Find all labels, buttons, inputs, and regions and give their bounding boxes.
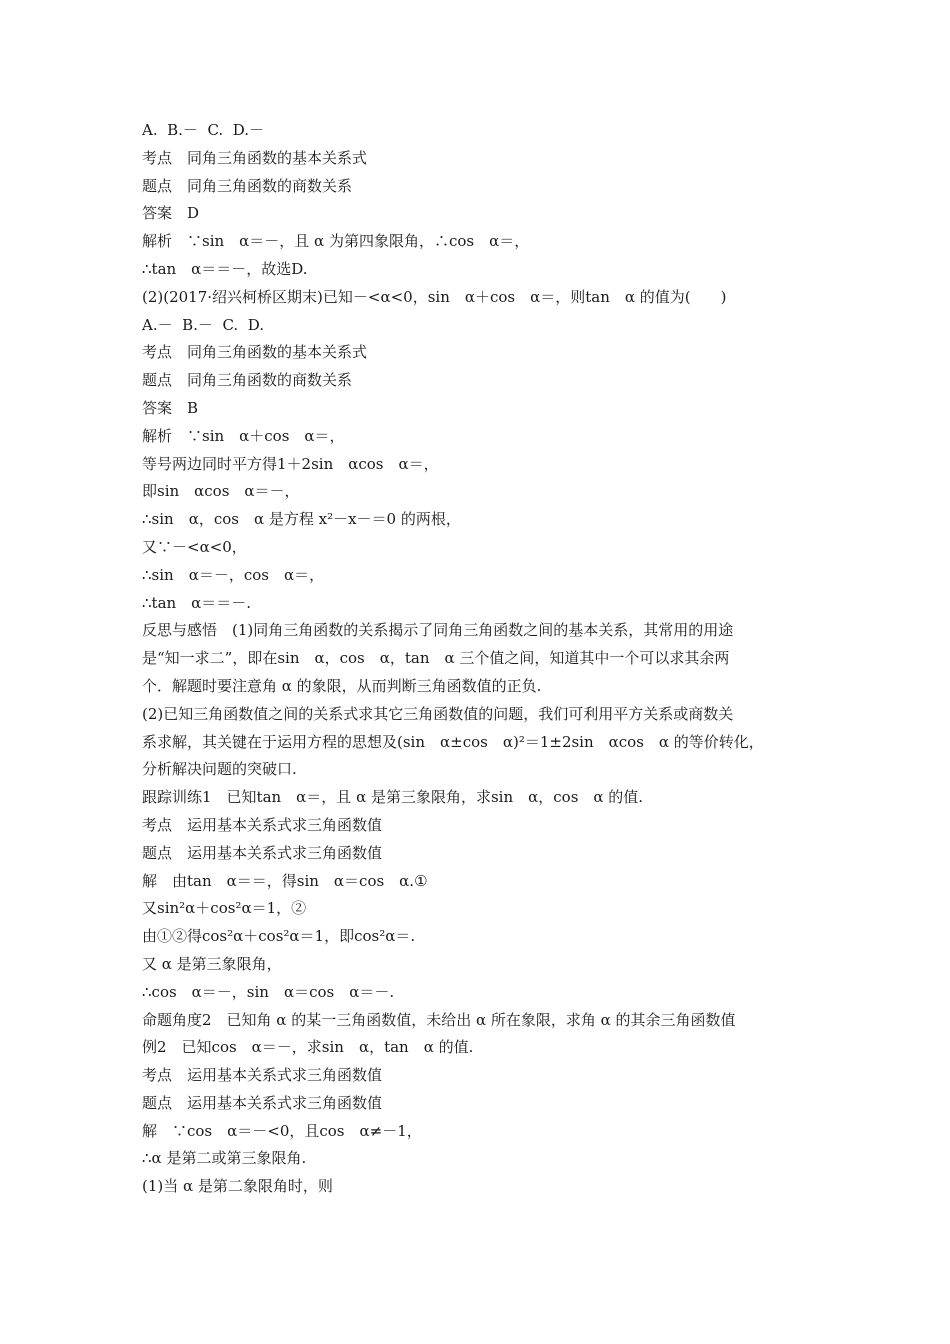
text-line: ∴tan α＝＝－. (142, 593, 252, 612)
text-line: 解 ∵cos α＝－<0，且cos α≠－1， (142, 1121, 422, 1140)
text-line: 题点 同角三角函数的商数关系 (142, 176, 353, 195)
text-line: 考点 运用基本关系式求三角函数值 (142, 1066, 383, 1085)
text-line: A.－ B.－ C. D. (142, 315, 264, 334)
text-line: 个．解题时要注意角 α 的象限，从而判断三角函数值的正负. (142, 676, 542, 695)
text-line: 考点 运用基本关系式求三角函数值 (142, 815, 383, 834)
text-line: (1)当 α 是第二象限角时，则 (142, 1177, 333, 1196)
text-line: 是“知一求二”，即在sin α，cos α，tan α 三个值之间，知道其中一个可以求其余两 (142, 649, 730, 668)
text-line: 考点 同角三角函数的基本关系式 (142, 343, 368, 362)
text-line: (2)已知三角函数值之间的关系式求其它三角函数值的问题，我们可利用平方关系或商数关 (142, 704, 734, 723)
text-line: 解 由tan α＝＝，得sin α＝cos α.① (142, 871, 428, 890)
text-line: 反思与感悟 (1)同角三角函数的关系揭示了同角三角函数之间的基本关系，其常用的用途 (142, 621, 734, 640)
text-line: 又 α 是第三象限角， (142, 954, 282, 973)
text-line: ∴sin α＝－，cos α＝， (142, 565, 325, 584)
text-line: 考点 同角三角函数的基本关系式 (142, 148, 368, 167)
text-line: 例2 已知cos α＝－，求sin α，tan α 的值. (142, 1038, 474, 1057)
text-line: ∴sin α，cos α 是方程 x²－x－＝0 的两根， (142, 510, 461, 529)
document-page (142, 117, 818, 1201)
text-line: (2)(2017·绍兴柯桥区期末)已知－<α<0，sin α＋cos α＝，则tan α 的值为( ) (142, 287, 727, 306)
text-line: 又sin²α＋cos²α＝1，② (142, 899, 307, 918)
text-line: 解析 ∵sin α＋cos α＝， (142, 426, 345, 445)
text-line: ∴tan α＝＝－，故选D. (142, 259, 308, 278)
text-line: 即sin αcos α＝－， (142, 482, 300, 501)
text-line: ∴cos α＝－，sin α＝cos α＝－. (142, 982, 395, 1001)
text-line: 由①②得cos²α＋cos²α＝1，即cos²α＝. (142, 927, 416, 946)
text-line: 分析解决问题的突破口. (142, 760, 297, 779)
text-line: 跟踪训练1 已知tan α＝，且 α 是第三象限角，求sin α，cos α 的值. (142, 788, 644, 807)
text-line: ∴α 是第二或第三象限角. (142, 1149, 307, 1168)
text-line: 命题角度2 已知角 α 的某一三角函数值，未给出 α 所在象限，求角 α 的其余三角函数值 (142, 1010, 736, 1029)
text-line: 题点 运用基本关系式求三角函数值 (142, 843, 383, 862)
text-line: 等号两边同时平方得1＋2sin αcos α＝， (142, 454, 439, 473)
text-line: A. B.－ C. D.－ (142, 121, 264, 139)
text-line: 答案 B (142, 398, 199, 417)
text-line: 又∵－<α<0， (142, 537, 247, 556)
text-line: 答案 D (142, 204, 200, 223)
text-line: 题点 同角三角函数的商数关系 (142, 371, 353, 390)
text-line: 题点 运用基本关系式求三角函数值 (142, 1093, 383, 1112)
text-line: 系求解，其关键在于运用方程的思想及(sin α±cos α)²＝1±2sin αcos α 的等价转化， (142, 732, 764, 751)
text-line: 解析 ∵sin α＝－，且 α 为第四象限角，∴cos α＝， (142, 232, 530, 251)
